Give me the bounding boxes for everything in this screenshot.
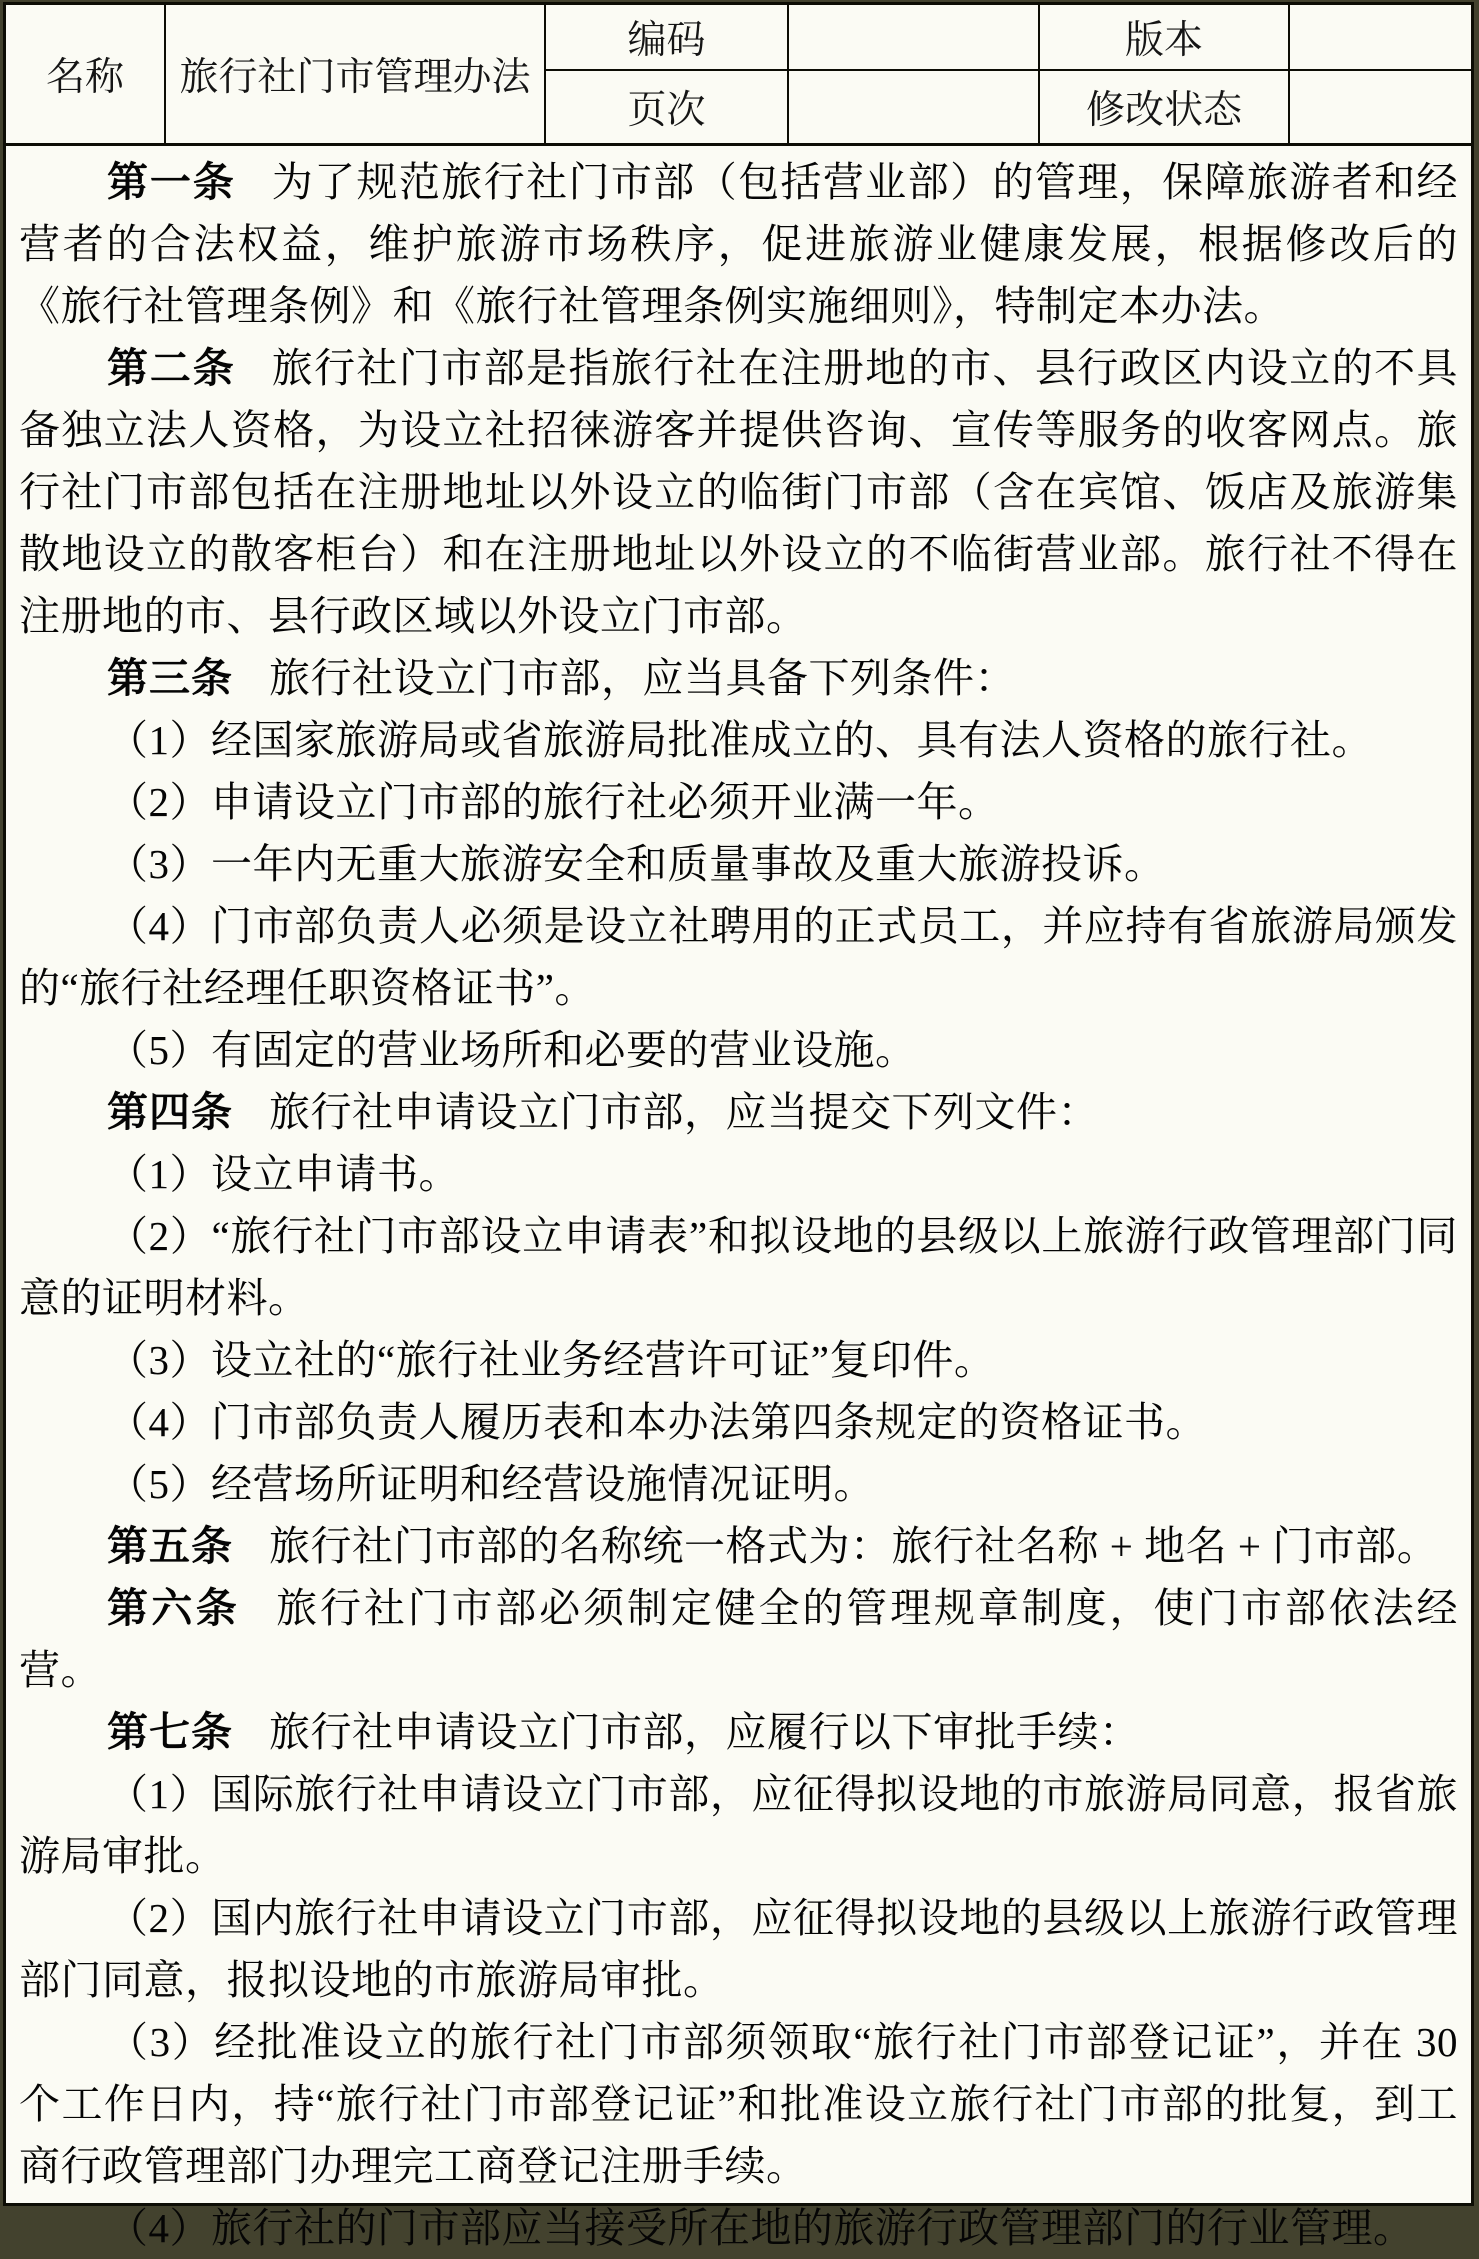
paragraph-text: 旅行社申请设立门市部，应当提交下列文件： xyxy=(269,1089,1099,1135)
paragraph xyxy=(19,1143,1458,1205)
paragraph-text: （1）设立申请书。 xyxy=(107,1151,460,1197)
paragraph-text: 旅行社门市部是指旅行社在注册地的市、县行政区内设立的不具备独立法人资格，为设立社招徕游客并提供咨询、宣传等服务的收客网点。旅行社门市部包括在注册地址以外设立的临街门市部（含在宾馆、饭店及旅游集散地设立的散客柜台）和在注册地址以外设立的不临街营业部。旅行社不得在注册地的市、县行政区域以外设立门市部。 xyxy=(19,345,1459,639)
document-sheet xyxy=(3,2,1474,2251)
paragraph-text: 旅行社门市部必须制定健全的管理规章制度，使门市部依法经营。 xyxy=(19,1585,1459,1693)
version-label: 版本 xyxy=(1124,19,1203,62)
header-table xyxy=(6,5,1471,146)
document-title-cell xyxy=(166,5,546,143)
paragraph-text: （3）设立社的“旅行社业务经营许可证”复印件。 xyxy=(107,1337,996,1383)
page-label: 页次 xyxy=(627,89,706,132)
paragraph-text: （5）有固定的营业场所和必要的营业设施。 xyxy=(107,1027,917,1073)
paragraph xyxy=(19,1205,1458,1329)
paragraph-text: （5）经营场所证明和经营设施情况证明。 xyxy=(107,1461,875,1507)
paragraph-text: （2）“旅行社门市部设立申请表”和拟设地的县级以上旅游行政管理部门同意的证明材料。 xyxy=(19,1213,1458,1321)
paragraph xyxy=(19,1887,1458,2011)
version-label-cell xyxy=(1040,5,1290,71)
article-number: 第三条 xyxy=(107,655,233,701)
paragraph xyxy=(19,337,1458,647)
article-number: 第五条 xyxy=(107,1523,233,1569)
revision-label: 修改状态 xyxy=(1085,89,1242,132)
paragraph xyxy=(19,647,1458,709)
paragraph-text: （2）国内旅行社申请设立门市部，应征得拟设地的县级以上旅游行政管理部门同意，报拟设地的市旅游局审批。 xyxy=(19,1895,1458,2003)
paragraph-text: 旅行社设立门市部，应当具备下列条件： xyxy=(269,655,1016,701)
revision-value-cell xyxy=(1290,71,1471,143)
paragraph xyxy=(19,895,1458,1019)
paragraph xyxy=(19,1577,1458,1701)
paragraph xyxy=(19,1453,1458,1515)
paragraph-text: （1）国际旅行社申请设立门市部，应征得拟设地的市旅游局同意，报省旅游局审批。 xyxy=(19,1771,1458,1879)
paragraph xyxy=(19,1329,1458,1391)
paragraph xyxy=(19,1019,1458,1081)
code-value-cell xyxy=(789,5,1040,71)
paragraph-text: 旅行社申请设立门市部，应履行以下审批手续： xyxy=(269,1709,1141,1755)
paragraph xyxy=(19,771,1458,833)
article-number: 第二条 xyxy=(107,345,236,391)
paragraph-text: （3）经批准设立的旅行社门市部须领取“旅行社门市部登记证”，并在 30 个工作日内，持“旅行社门市部登记证”和批准设立旅行社门市部的批复，到工商行政管理部门办理完工商登记注册手续。 xyxy=(19,2019,1458,2189)
article-number: 第七条 xyxy=(107,1709,233,1755)
paragraph xyxy=(19,1391,1458,1453)
document-body xyxy=(6,146,1471,2259)
paragraph-text: （3）一年内无重大旅游安全和质量事故及重大旅游投诉。 xyxy=(107,841,1166,887)
version-value-cell xyxy=(1290,5,1471,71)
article-number: 第四条 xyxy=(107,1089,233,1135)
article-number: 第六条 xyxy=(107,1585,241,1631)
code-label: 编码 xyxy=(627,19,706,62)
article-number: 第一条 xyxy=(107,159,236,205)
paragraph xyxy=(19,1763,1458,1887)
name-label: 名称 xyxy=(45,56,124,99)
paragraph-text: 为了规范旅行社门市部（包括营业部）的管理，保障旅游者和经营者的合法权益，维护旅游市场秩序，促进旅游业健康发展，根据修改后的《旅行社管理条例》和《旅行社管理条例实施细则》，特制定本办法。 xyxy=(19,159,1459,329)
paragraph xyxy=(19,2197,1458,2259)
paragraph-text: （4）旅行社的门市部应当接受所在地的旅游行政管理部门的行业管理。 xyxy=(107,2205,1415,2251)
paragraph xyxy=(19,151,1458,337)
revision-label-cell xyxy=(1040,71,1290,143)
name-label-cell xyxy=(6,5,166,143)
paragraph-text: （4）门市部负责人必须是设立社聘用的正式员工，并应持有省旅游局颁发的“旅行社经理任职资格证书”。 xyxy=(19,903,1458,1011)
page-label-cell xyxy=(546,71,789,143)
paragraph xyxy=(19,1701,1458,1763)
paragraph-text: （1）经国家旅游局或省旅游局批准成立的、具有法人资格的旅行社。 xyxy=(107,717,1373,763)
document-title: 旅行社门市管理办法 xyxy=(179,56,531,99)
code-label-cell xyxy=(546,5,789,71)
paragraph-text: 旅行社门市部的名称统一格式为：旅行社名称 + 地名 + 门市部。 xyxy=(269,1523,1439,1569)
paragraph xyxy=(19,833,1458,895)
paragraph xyxy=(19,1081,1458,1143)
paragraph xyxy=(19,1515,1458,1577)
paragraph xyxy=(19,709,1458,771)
page-value-cell xyxy=(789,71,1040,143)
paragraph-text: （2）申请设立门市部的旅行社必须开业满一年。 xyxy=(107,779,1000,825)
paragraph xyxy=(19,2011,1458,2197)
paragraph-text: （4）门市部负责人履历表和本办法第四条规定的资格证书。 xyxy=(107,1399,1207,1445)
